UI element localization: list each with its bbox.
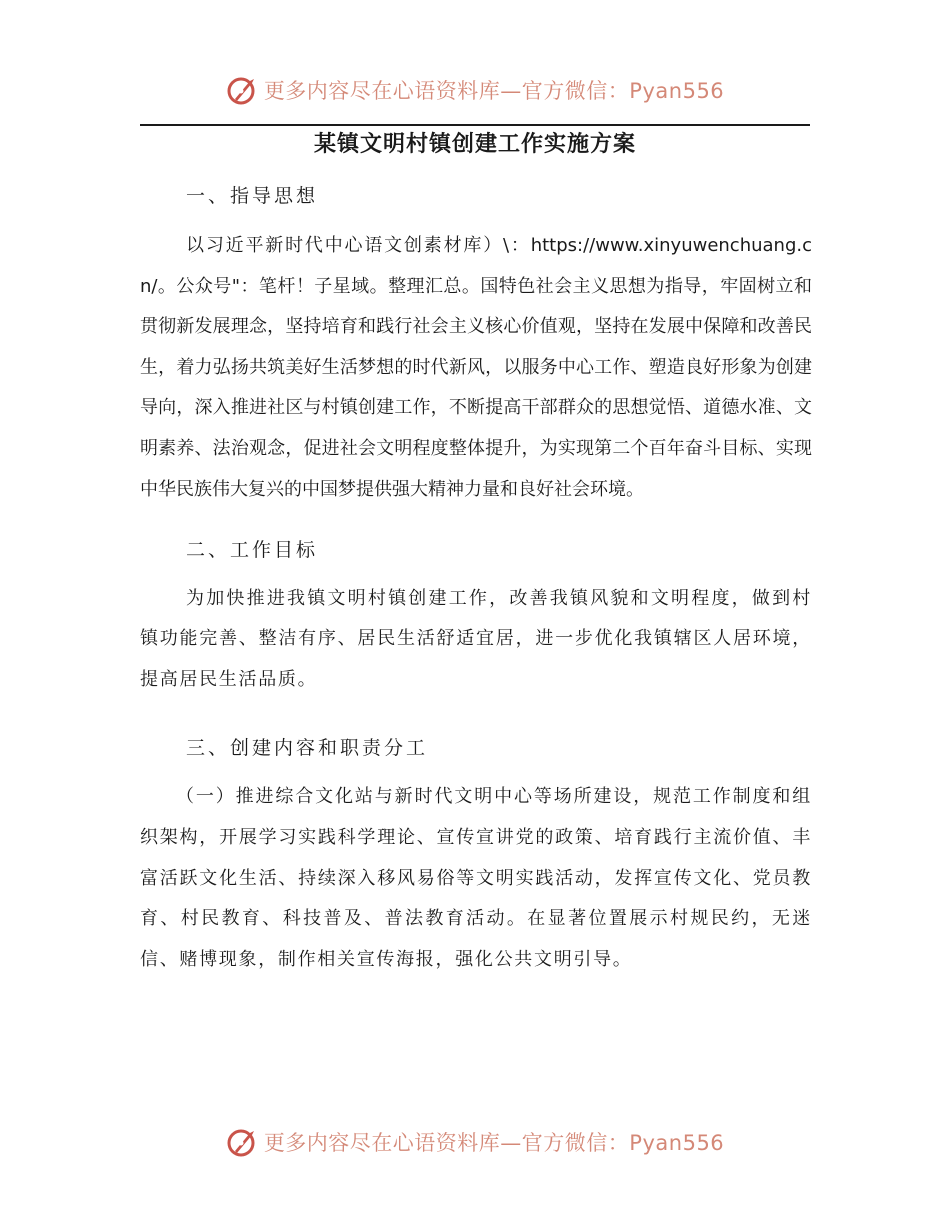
section-body-content: （一）推进综合文化站与新时代文明中心等场所建设，规范工作制度和组织架构，开展学习实践科学理论、宣传宣讲党的政策、培育践行主流价值、丰富活跃文化生活、持续深入移风易俗等文明实践活动，发挥宣传文化、党员教育、村民教育、科技普及、普法教育活动。在显著位置展示村规民约，无迷信、赌博现象，制作相关宣传海报，强化公共文明引导。 (140, 786, 812, 971)
section-body-guiding: 以习近平新时代中心语文创素材库）\：https://www.xinyuwenchuang.cn/。公众号"：笔杆！子星域。整理汇总。国特色社会主义思想为指导，牢固树立和贯彻新发展理念，坚持培育和践行社会主义核心价值观，坚持在发展中保障和改善民生，着力弘扬共筑美好生活梦想的时代新风，以服务中心工作、塑造良好形象为创建导向，深入推进社区与村镇创建工作，不断提高干部群众的思想觉悟、道德水准、文明素养、法治观念，促进社会文明程度整体提升，为实现第二个百年奋斗目标、实现中华民族伟大复兴的中国梦提供强大精神力量和良好社会环境。 (140, 235, 812, 500)
header-rule (140, 124, 810, 126)
banner-text: 更多内容尽在心语资料库—官方微信：Pyan556 (263, 1131, 725, 1155)
header-banner (0, 70, 950, 110)
page-title: 某镇文明村镇创建工作实施方案 (313, 132, 636, 157)
pen-nib-circle-icon (226, 73, 260, 107)
section-body-goals: 为加快推进我镇文明村镇创建工作，改善我镇风貌和文明程度，做到村镇功能完善、整洁有序、居民生活舒适宜居，进一步优化我镇辖区人居环境，提高居民生活品质。 (140, 588, 812, 690)
section-heading-guiding: 一、指导思想 (186, 185, 319, 207)
banner-text: 更多内容尽在心语资料库—官方微信：Pyan556 (263, 79, 725, 103)
pen-nib-circle-icon (226, 1125, 260, 1159)
footer-banner (0, 1122, 950, 1162)
section-heading-content: 三、创建内容和职责分工 (186, 737, 429, 759)
section-heading-goals: 二、工作目标 (186, 539, 319, 561)
